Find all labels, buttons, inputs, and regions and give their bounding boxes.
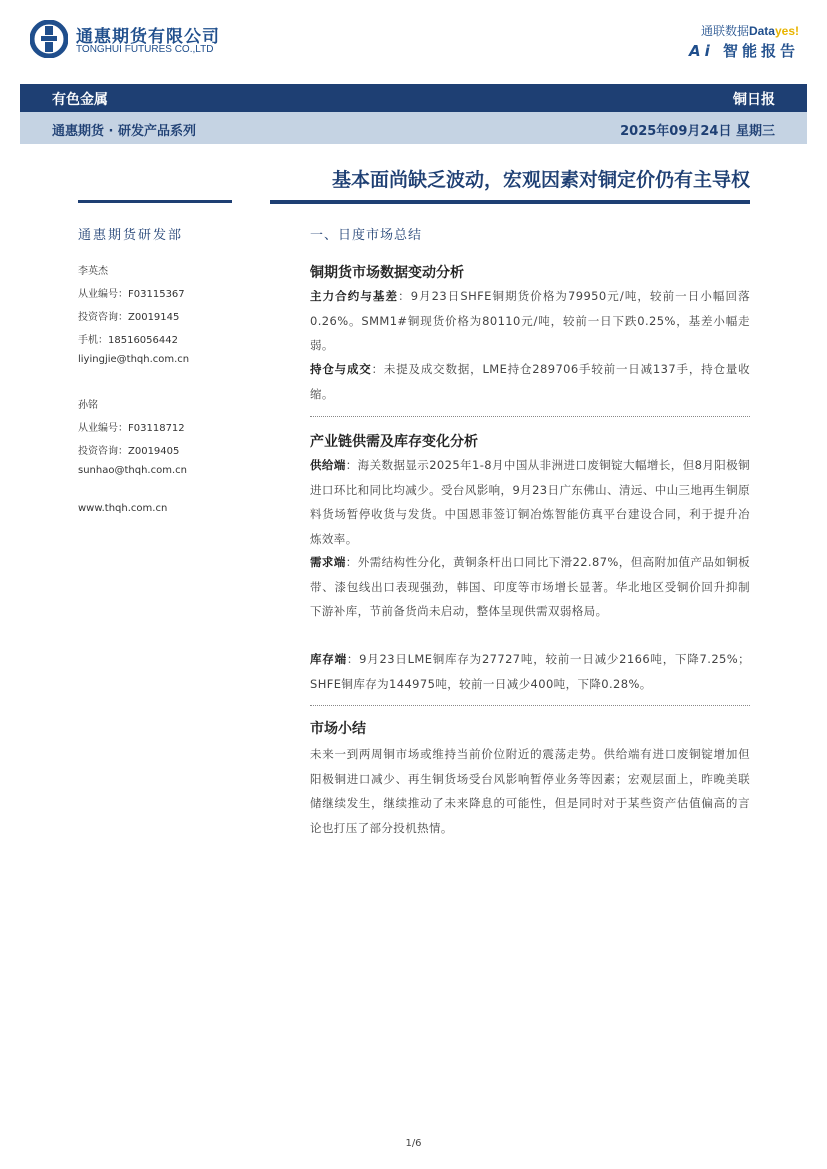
ai-label: 智能报告 xyxy=(722,42,799,60)
contract-basis-label: 主力合约与基差 xyxy=(310,289,399,303)
summary-heading: 市场小结 xyxy=(310,721,366,737)
company-website[interactable]: www.thqh.com.cn xyxy=(78,503,168,514)
futures-data-paragraph-1 xyxy=(310,284,750,358)
category-bar xyxy=(20,84,807,112)
ai-prefix: Ai xyxy=(688,42,714,60)
datayes-brand xyxy=(701,22,799,39)
analyst2-name: 孙铭 xyxy=(78,400,98,411)
page-number: 1/6 xyxy=(405,1138,422,1149)
position-volume-text: ：未提及成交数据，LME持仓289706手较前一日减137手，持仓量收缩。 xyxy=(310,362,750,401)
section-heading: 一、日度市场总结 xyxy=(310,228,423,243)
title-divider xyxy=(270,200,750,204)
analyst2-cert: 从业编号：F03118712 xyxy=(78,423,185,434)
brand-prefix: 通联数据 xyxy=(700,24,749,38)
analyst1-invest: 投资咨询：Z0019145 xyxy=(78,312,180,323)
analyst1-email[interactable]: liyingjie@thqh.com.cn xyxy=(78,354,190,365)
ai-report-label xyxy=(689,40,799,61)
analyst1-name: 李英杰 xyxy=(78,266,108,277)
inventory-text: ：9月23日LME铜库存为27727吨，较前一日减少2166吨，下降7.25%；SHFE铜库存为144975吨，较前一日减少400吨，下降0.28%。 xyxy=(310,652,750,691)
brand-yes: yes! xyxy=(774,24,799,38)
report-type-label: 铜日报 xyxy=(733,92,775,108)
supply-demand-heading: 产业链供需及库存变化分析 xyxy=(310,434,478,450)
page-title: 基本面尚缺乏波动，宏观因素对铜定价仍有主导权 xyxy=(331,169,750,191)
futures-data-heading: 铜期货市场数据变动分析 xyxy=(310,265,464,281)
company-name-en: TONGHUI FUTURES CO.,LTD xyxy=(76,44,214,55)
supply-label: 供给端 xyxy=(310,458,346,472)
company-logo-icon xyxy=(30,20,68,58)
demand-text: ：外需结构性分化，黄铜条杆出口同比下滑22.87%，但高附加值产品如铜板带、漆包线出口表现强劲，韩国、印度等市场增长显著。华北地区受铜价回升抑制下游补库，节前备货尚未启动，整体呈现供需双弱格局。 xyxy=(310,555,750,618)
series-bar xyxy=(20,112,807,144)
demand-paragraph xyxy=(310,550,750,624)
company-name-cn: 通惠期货有限公司 xyxy=(76,27,220,47)
sidebar-divider xyxy=(78,200,232,203)
research-dept: 通惠期货研发部 xyxy=(78,228,184,243)
contract-basis-text: ：9月23日SHFE铜期货价格为79950元/吨，较前一日小幅回落0.26%。SMM1#铜现货价格为80110元/吨，较前一日下跌0.25%，基差小幅走弱。 xyxy=(310,289,750,352)
inventory-label: 库存端 xyxy=(310,652,347,666)
brand-data: Data xyxy=(748,24,775,38)
demand-label: 需求端 xyxy=(310,555,346,569)
supply-text: ：海关数据显示2025年1-8月中国从非洲进口废铜锭大幅增长，但8月阳极铜进口环比和同比均减少。受台风影响，9月23日广东佛山、清远、中山三地再生铜原料货场暂停收货与发货。中国恩菲签订铜冶炼智能仿真平台建设合同，利于提升冶炼效率。 xyxy=(310,458,750,546)
category-label: 有色金属 xyxy=(52,92,108,108)
futures-data-paragraph-2 xyxy=(310,357,750,406)
analyst1-phone: 手机：18516056442 xyxy=(78,335,178,346)
report-date: 2025年09月24日 星期三 xyxy=(620,124,775,139)
supply-paragraph xyxy=(310,453,750,551)
analyst2-email[interactable]: sunhao@thqh.com.cn xyxy=(78,465,187,476)
inventory-paragraph xyxy=(310,647,750,696)
section-divider xyxy=(310,416,750,417)
section-divider xyxy=(310,705,750,706)
position-volume-label: 持仓与成交 xyxy=(310,362,372,376)
summary-paragraph: 未来一到两周铜市场或维持当前价位附近的震荡走势。供给端有进口废铜锭增加但阳极铜进口减少、再生铜货场受台风影响暂停业务等因素；宏观层面上，昨晚美联储继续发生，继续推动了未来降息的可能性，但是同时对于某些资产估值偏高的言论也打压了部分投机热情。 xyxy=(310,747,750,835)
series-label: 通惠期货 · 研发产品系列 xyxy=(52,124,196,139)
analyst2-invest: 投资咨询：Z0019405 xyxy=(78,446,180,457)
analyst1-cert: 从业编号：F03115367 xyxy=(78,289,185,300)
